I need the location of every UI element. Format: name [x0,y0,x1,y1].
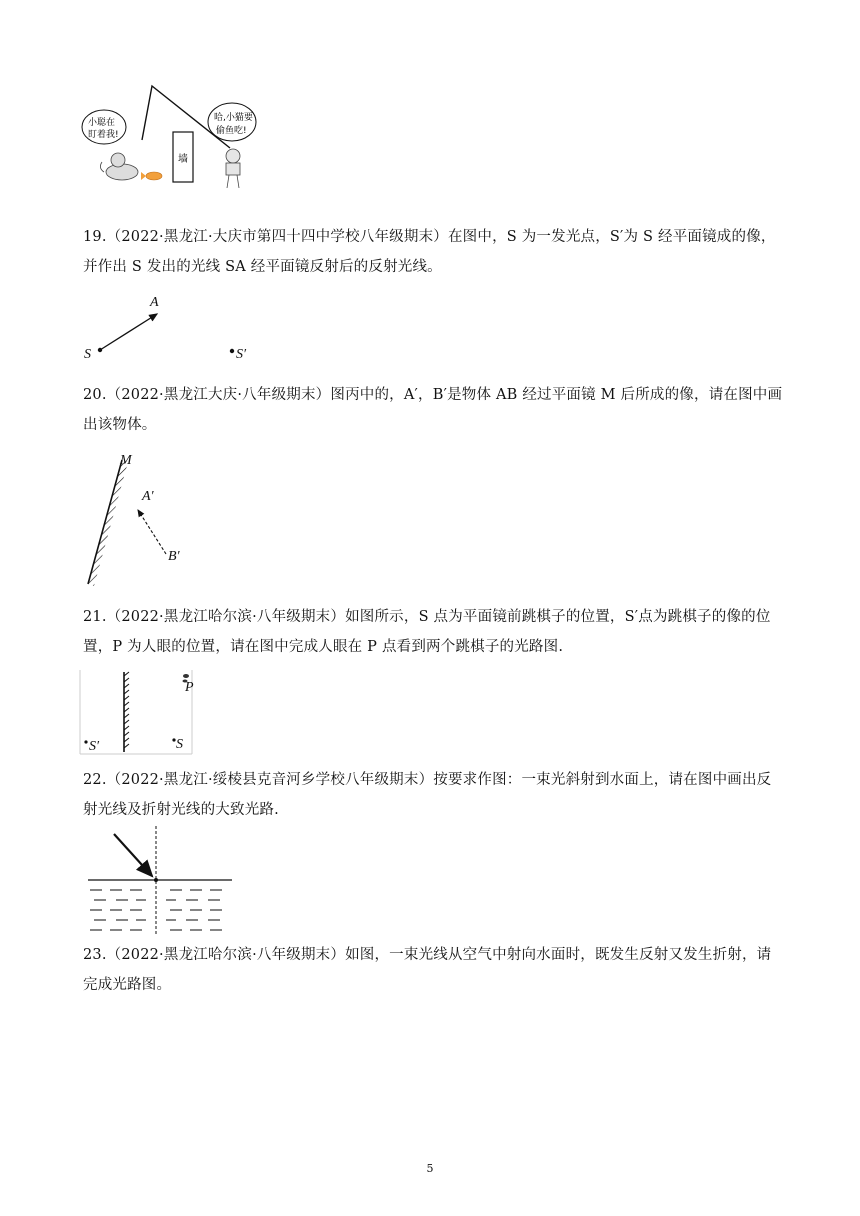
question-23: 23.（2022·黑龙江哈尔滨·八年级期末）如图，一束光线从空气中射向水面时，既发生反射又发生折射，请完成光路图。 [83,947,772,993]
label-b-image: B′ [168,549,180,564]
label-s: S [84,347,91,362]
question-19: 19.（2022·黑龙江·大庆市第四十四中学校八年级期末）在图中，S 为一发光点，S′为 S 经平面镜成的像，并作出 S 发出的光线 SA 经平面镜反射后的反射光线。 [83,229,776,275]
cat-icon [100,153,138,180]
label-a-image: A′ [142,489,154,504]
question-22: 22.（2022·黑龙江·绥棱县克音河乡学校八年级期末）按要求作图：一束光斜射到水面上，请在图中画出反射光线及折射光线的大致光路. [83,772,772,818]
label-s-image: S′ [89,739,100,754]
boy-bubble-line1: 哈,小猫要 [214,113,253,123]
fish-icon [141,172,162,180]
wall-label: 墙 [178,154,188,165]
page-number: 5 [426,1162,434,1175]
cat-bubble-line1: 小聪在 [88,118,116,128]
label-s: S [176,737,183,752]
label-p: P [185,680,194,695]
question-21: 21.（2022·黑龙江哈尔滨·八年级期末）如图所示，S 点为平面镜前跳棋子的位置，S′点为跳棋子的像的位置，P 为人眼的位置，请在图中完成人眼在 P 点看到两个跳棋子的光路图. [83,609,771,655]
label-a: A [150,295,159,310]
boy-bubble-line2: 偷鱼吃! [216,126,247,136]
figure-q19 [80,292,280,367]
boy-icon [226,149,240,188]
figure-q20 [80,450,200,590]
cat-bubble-line2: 盯着我! [88,130,119,140]
figure-q21 [80,670,195,756]
question-20: 20.（2022·黑龙江大庆·八年级期末）图丙中的，A′，B′是物体 AB 经过平面镜 M 后所成的像，请在图中画出该物体。 [83,387,783,433]
figure-q22 [80,826,240,938]
label-s-image: S′ [236,347,247,362]
label-m: M [120,453,132,468]
figure-cat-wall-boy [80,80,290,190]
